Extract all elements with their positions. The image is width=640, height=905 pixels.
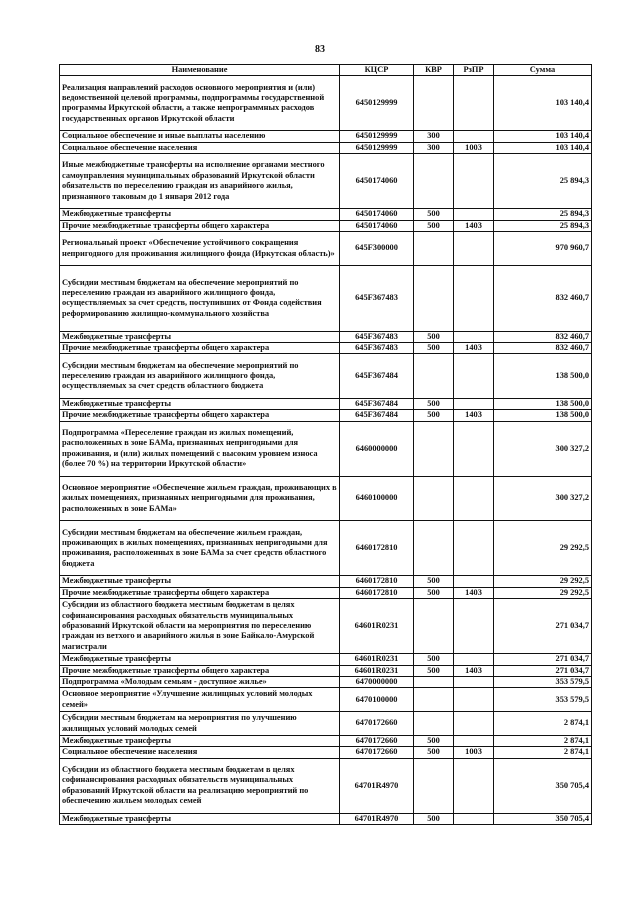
row-rzpr-cell: [454, 232, 494, 266]
row-sum-cell: 2 874,1: [494, 736, 592, 747]
row-rzpr-cell: [454, 688, 494, 712]
row-name-cell: Субсидии местным бюджетам на обеспечение жильем граждан, проживающих в жилых помещениях, признанных непригодными для проживания, расположенных в зоне БАМа за счет средств областного бюджета: [60, 521, 340, 576]
row-kvr-cell: [414, 758, 454, 813]
row-rzpr-cell: 1003: [454, 142, 494, 153]
row-rzpr-cell: [454, 576, 494, 587]
row-kcsr-cell: 645F367484: [340, 354, 414, 399]
table-row: [60, 154, 592, 209]
table-row: [60, 736, 592, 747]
row-sum-cell: 29 292,5: [494, 521, 592, 576]
row-rzpr-cell: [454, 476, 494, 521]
row-sum-cell: 832 460,7: [494, 331, 592, 342]
table-row: [60, 232, 592, 266]
table-row: [60, 758, 592, 813]
row-rzpr-cell: [454, 354, 494, 399]
row-name-cell: Прочие межбюджетные трансферты общего характера: [60, 410, 340, 421]
row-kvr-cell: [414, 476, 454, 521]
row-kvr-cell: 500: [414, 665, 454, 676]
row-sum-cell: 271 034,7: [494, 599, 592, 654]
row-kvr-cell: 500: [414, 654, 454, 665]
row-kcsr-cell: 645F300000: [340, 232, 414, 266]
row-kvr-cell: [414, 688, 454, 712]
row-rzpr-cell: [454, 521, 494, 576]
row-name-cell: Реализация направлений расходов основного мероприятия и (или) ведомственной целевой программы, подпрограммы государственной программы Иркутской области, а также непрограммных расходов государственных органов Иркутской области: [60, 76, 340, 131]
row-kvr-cell: [414, 712, 454, 736]
row-kcsr-cell: 6450174060: [340, 220, 414, 231]
row-rzpr-cell: [454, 654, 494, 665]
table-row: [60, 343, 592, 354]
table-row: [60, 665, 592, 676]
row-kvr-cell: [414, 599, 454, 654]
row-sum-cell: 103 140,4: [494, 142, 592, 153]
table-row: [60, 76, 592, 131]
row-rzpr-cell: 1403: [454, 410, 494, 421]
row-kvr-cell: [414, 421, 454, 476]
row-name-cell: Основное мероприятие «Обеспечение жильем граждан, проживающих в жилых помещениях, признанных непригодными для проживания, расположенных в зоне БАМа»: [60, 476, 340, 521]
table-row: [60, 813, 592, 824]
table-row: [60, 220, 592, 231]
row-sum-cell: 353 579,5: [494, 677, 592, 688]
row-kcsr-cell: 645F367483: [340, 266, 414, 331]
row-sum-cell: 271 034,7: [494, 654, 592, 665]
row-kcsr-cell: 645F367484: [340, 399, 414, 410]
row-rzpr-cell: [454, 399, 494, 410]
row-sum-cell: 25 894,3: [494, 209, 592, 220]
row-rzpr-cell: [454, 736, 494, 747]
row-kvr-cell: [414, 154, 454, 209]
row-kvr-cell: [414, 354, 454, 399]
row-sum-cell: 103 140,4: [494, 76, 592, 131]
row-rzpr-cell: [454, 599, 494, 654]
row-kvr-cell: 300: [414, 142, 454, 153]
row-kvr-cell: [414, 232, 454, 266]
row-name-cell: Подпрограмма «Переселение граждан из жилых помещений, расположенных в зоне БАМа, признанных непригодными для проживания, и (или) жилых помещений с высоким уровнем износа (более 70 %) на территории Иркутской области»: [60, 421, 340, 476]
row-rzpr-cell: [454, 677, 494, 688]
row-kcsr-cell: 64601R0231: [340, 599, 414, 654]
row-kcsr-cell: 6460172810: [340, 576, 414, 587]
row-name-cell: Прочие межбюджетные трансферты общего характера: [60, 343, 340, 354]
table-row: [60, 677, 592, 688]
row-kvr-cell: [414, 677, 454, 688]
row-rzpr-cell: 1403: [454, 587, 494, 598]
table-row: [60, 331, 592, 342]
row-kcsr-cell: 6470172660: [340, 747, 414, 758]
row-kvr-cell: 500: [414, 813, 454, 824]
table-row: [60, 688, 592, 712]
row-sum-cell: 29 292,5: [494, 576, 592, 587]
row-kvr-cell: [414, 521, 454, 576]
row-kvr-cell: 300: [414, 131, 454, 142]
row-name-cell: Субсидии из областного бюджета местным бюджетам в целях софинансирования расходных обязательств муниципальных образований Иркутской области на реализацию мероприятий по обеспечению жильем молодых семей: [60, 758, 340, 813]
table-row: [60, 421, 592, 476]
row-rzpr-cell: [454, 758, 494, 813]
row-kcsr-cell: 645F367483: [340, 343, 414, 354]
row-name-cell: Социальное обеспечение населения: [60, 747, 340, 758]
table-header-row: [60, 65, 592, 76]
row-kvr-cell: 500: [414, 343, 454, 354]
row-sum-cell: 300 327,2: [494, 421, 592, 476]
row-name-cell: Межбюджетные трансферты: [60, 736, 340, 747]
row-kcsr-cell: 6450129999: [340, 142, 414, 153]
row-name-cell: Региональный проект «Обеспечение устойчивого сокращения непригодного для проживания жилищного фонда (Иркутская область)»: [60, 232, 340, 266]
table-row: [60, 599, 592, 654]
column-header-kcsr: КЦСР: [340, 65, 414, 76]
row-sum-cell: 832 460,7: [494, 266, 592, 331]
row-kcsr-cell: 6450174060: [340, 154, 414, 209]
row-kvr-cell: 500: [414, 587, 454, 598]
table-row: [60, 521, 592, 576]
row-sum-cell: 350 705,4: [494, 813, 592, 824]
page-number: 83: [315, 44, 325, 55]
table-row: [60, 209, 592, 220]
column-header-rzpr: РзПР: [454, 65, 494, 76]
row-name-cell: Основное мероприятие «Улучшение жилищных условий молодых семей»: [60, 688, 340, 712]
row-kvr-cell: 500: [414, 736, 454, 747]
table-row: [60, 576, 592, 587]
table-row: [60, 654, 592, 665]
row-kcsr-cell: 6460172810: [340, 587, 414, 598]
row-name-cell: Прочие межбюджетные трансферты общего характера: [60, 220, 340, 231]
table-row: [60, 131, 592, 142]
row-sum-cell: 970 960,7: [494, 232, 592, 266]
row-name-cell: Субсидии из областного бюджета местным бюджетам в целях софинансирования расходных обязательств муниципальных образований Иркутской области на мероприятия по переселению граждан из ветхого и аварийного жилья в зоне Байкало-Амурской магистрали: [60, 599, 340, 654]
row-kcsr-cell: 6450129999: [340, 76, 414, 131]
row-kvr-cell: 500: [414, 576, 454, 587]
row-name-cell: Субсидии местным бюджетам на мероприятия по улучшению жилищных условий молодых семей: [60, 712, 340, 736]
row-name-cell: Социальное обеспечение и иные выплаты населению: [60, 131, 340, 142]
row-kvr-cell: [414, 76, 454, 131]
row-kcsr-cell: 6460100000: [340, 476, 414, 521]
row-kcsr-cell: 645F367484: [340, 410, 414, 421]
row-name-cell: Межбюджетные трансферты: [60, 209, 340, 220]
row-kcsr-cell: 6470000000: [340, 677, 414, 688]
column-header-kvr: КВР: [414, 65, 454, 76]
row-sum-cell: 832 460,7: [494, 343, 592, 354]
table-row: [60, 747, 592, 758]
row-kcsr-cell: 6460000000: [340, 421, 414, 476]
row-rzpr-cell: [454, 331, 494, 342]
table-row: [60, 354, 592, 399]
row-kcsr-cell: 64601R0231: [340, 665, 414, 676]
row-kcsr-cell: 64601R0231: [340, 654, 414, 665]
row-kcsr-cell: 64701R4970: [340, 758, 414, 813]
row-kcsr-cell: 6450174060: [340, 209, 414, 220]
row-sum-cell: 2 874,1: [494, 712, 592, 736]
row-kcsr-cell: 64701R4970: [340, 813, 414, 824]
row-rzpr-cell: [454, 712, 494, 736]
row-sum-cell: 138 500,0: [494, 354, 592, 399]
row-name-cell: Прочие межбюджетные трансферты общего характера: [60, 587, 340, 598]
row-rzpr-cell: [454, 131, 494, 142]
row-rzpr-cell: 1403: [454, 220, 494, 231]
row-sum-cell: 25 894,3: [494, 154, 592, 209]
row-kcsr-cell: 6470172660: [340, 736, 414, 747]
row-name-cell: Субсидии местным бюджетам на обеспечение мероприятий по переселению граждан из аварийного жилищного фонда, осуществляемых за счет средств областного бюджета: [60, 354, 340, 399]
table-row: [60, 587, 592, 598]
row-rzpr-cell: [454, 209, 494, 220]
row-rzpr-cell: 1003: [454, 747, 494, 758]
row-rzpr-cell: [454, 813, 494, 824]
row-name-cell: Межбюджетные трансферты: [60, 576, 340, 587]
row-name-cell: Подпрограмма «Молодым семьям - доступное жилье»: [60, 677, 340, 688]
row-name-cell: Прочие межбюджетные трансферты общего характера: [60, 665, 340, 676]
column-header-name: Наименование: [60, 65, 340, 76]
row-sum-cell: 29 292,5: [494, 587, 592, 598]
table-row: [60, 476, 592, 521]
row-kcsr-cell: 645F367483: [340, 331, 414, 342]
column-header-sum: Сумма: [494, 65, 592, 76]
row-kcsr-cell: 6470100000: [340, 688, 414, 712]
budget-table: [59, 64, 592, 825]
row-name-cell: Межбюджетные трансферты: [60, 813, 340, 824]
row-kvr-cell: 500: [414, 399, 454, 410]
row-sum-cell: 138 500,0: [494, 410, 592, 421]
row-rzpr-cell: [454, 421, 494, 476]
row-sum-cell: 300 327,2: [494, 476, 592, 521]
row-rzpr-cell: 1403: [454, 343, 494, 354]
row-rzpr-cell: [454, 76, 494, 131]
row-kvr-cell: 500: [414, 410, 454, 421]
row-kvr-cell: 500: [414, 331, 454, 342]
row-sum-cell: 25 894,3: [494, 220, 592, 231]
row-kcsr-cell: 6460172810: [340, 521, 414, 576]
row-kcsr-cell: 6450129999: [340, 131, 414, 142]
row-kcsr-cell: 6470172660: [340, 712, 414, 736]
table-body: [60, 76, 592, 825]
table-row: [60, 410, 592, 421]
table-row: [60, 142, 592, 153]
table-row: [60, 266, 592, 331]
row-name-cell: Межбюджетные трансферты: [60, 654, 340, 665]
row-name-cell: Социальное обеспечение населения: [60, 142, 340, 153]
row-kvr-cell: 500: [414, 747, 454, 758]
row-name-cell: Межбюджетные трансферты: [60, 331, 340, 342]
row-sum-cell: 138 500,0: [494, 399, 592, 410]
row-name-cell: Межбюджетные трансферты: [60, 399, 340, 410]
row-rzpr-cell: 1403: [454, 665, 494, 676]
row-sum-cell: 103 140,4: [494, 131, 592, 142]
row-rzpr-cell: [454, 154, 494, 209]
row-name-cell: Иные межбюджетные трансферты на исполнение органами местного самоуправления муниципальных образований Иркутской области обязательств по переселению граждан из аварийного жилья, признанного таковым до 1 января 2012 года: [60, 154, 340, 209]
row-name-cell: Субсидии местным бюджетам на обеспечение мероприятий по переселению граждан из аварийного жилищного фонда, осуществляемых за счет средств, поступивших от Фонда содействия реформированию жилищно-коммунального хозяйства: [60, 266, 340, 331]
row-kvr-cell: 500: [414, 220, 454, 231]
row-sum-cell: 350 705,4: [494, 758, 592, 813]
row-rzpr-cell: [454, 266, 494, 331]
row-sum-cell: 271 034,7: [494, 665, 592, 676]
table-row: [60, 399, 592, 410]
table-row: [60, 712, 592, 736]
row-kvr-cell: 500: [414, 209, 454, 220]
row-sum-cell: 353 579,5: [494, 688, 592, 712]
row-kvr-cell: [414, 266, 454, 331]
row-sum-cell: 2 874,1: [494, 747, 592, 758]
